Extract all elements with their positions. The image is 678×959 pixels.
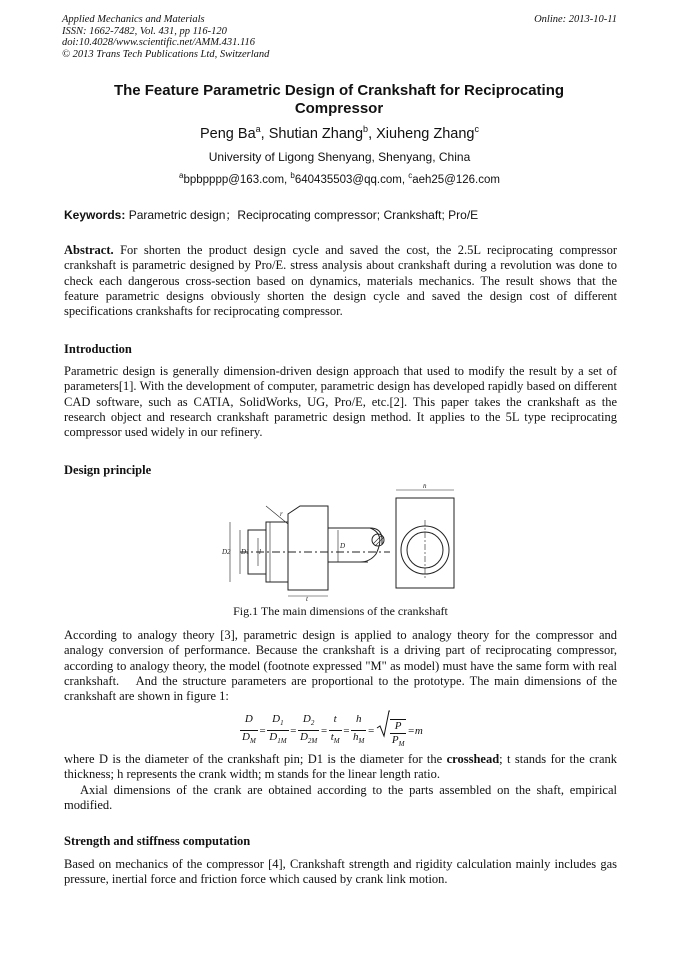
email-sup: a [179,171,184,180]
label-d1: D1 [241,548,250,556]
paper-title: The Feature Parametric Design of Crankshaft for Reciprocating Compressor [113,82,565,117]
email: aeh25@126.com [412,173,500,186]
equals-sign: = [367,724,375,737]
author-name: Shutian Zhang [268,125,364,142]
equals-sign: = [289,724,297,737]
section-heading-design-principle: Design principle [64,463,152,477]
sqrt-sign-icon [376,710,390,738]
similarity-formula [240,710,424,752]
section-heading-introduction: Introduction [64,342,132,356]
abstract-label: Abstract. [64,243,114,257]
author-name: Peng Ba [200,125,256,142]
label-l: l [259,548,261,556]
equals-sign: = [258,724,267,737]
pin-break-outline [360,528,380,562]
journal-name: Applied Mechanics and Materials [62,14,205,25]
author-sup: a [255,124,261,134]
author-name: Xiuheng Zhang [376,125,475,142]
doi-line: doi:10.4028/www.scientific.net/AMM.431.116 [62,37,255,48]
design-principle-paragraph-2: where D is the diameter of the crankshaft pin; D1 is the diameter for the crosshead; t stands for the crank thickness; h represents the crank width; m stands for the linear length ratio. [64,752,617,782]
figure-caption: Fig.1 The main dimensions of the crankshaft [233,604,448,618]
abstract-text: For shorten the product design cycle and saved the cost, the 2.5L reciprocating compressor crankshaft is parametric designed by Pro/E. stress analysis about crankshaft during a revolution was done to check each dangerous cross-section based on dynamics, materials mechanics. The result shows that the feature parametric designs obviously shorten the design cycle and saved the design cost of different specifications crankshafts for reciprocating compressor. [64,243,617,319]
label-d2: D2 [222,548,231,556]
email: 640435503@qq.com [294,173,402,186]
leader-line-r [266,506,288,524]
affiliation: University of Ligong Shenyang, Shenyang, China [208,150,471,164]
equals-sign: = [320,724,328,737]
keywords-label: Keywords: [64,208,126,222]
formula-fraction: $\frac{t}{t_M}$ [330,713,340,746]
label-h: h [423,484,427,490]
formula-fraction: $\frac{h}{h_M}$ [353,713,365,746]
design-principle-paragraph-3: Axial dimensions of the crank are obtained according to the parts assembled on the shaft, empirical modified. [64,783,617,813]
strength-text: Based on mechanics of the compressor [4], Crankshaft strength and rigidity calculation mainly includes gas pressure, inertial force and friction force which caused by crank link motion. [64,857,617,887]
journal-header [62,14,617,60]
online-date: Online: 2013-10-11 [534,14,617,25]
email: bpbpppp@163.com [183,173,285,186]
label-t: t [306,595,308,602]
formula-fraction: $\frac{D_2}{D_{2M}}$ [299,713,318,746]
formula-sqrt [376,710,407,752]
introduction-text: Parametric design is generally dimension-driven design approach that used to modify the result by a set of parameters[1]. With the development of computer, parametric design has developed rapidly based on different CAD software, such as CATIA, SolidWorks, UG, Pro/E, etc.[2]. This paper takes the crankshaft as the research object and research crankshaft parametric design method. It applies to the 5L type reciprocating compressor used widely in our refinery. [64,364,617,440]
email-sup: c [408,171,413,180]
formula-fraction: $\frac{D_1}{D_{1M}}$ [269,713,287,746]
equals-sign: = [342,724,351,737]
email-list: $^a$bpbpppp@163.com, $^b$640435503@qq.com, $^c$aeh25@126.com [179,171,500,186]
formula-fraction: $\frac{D}{D_M}$ [242,713,256,746]
crank-web-outline [288,506,328,590]
author-sup: b [363,124,369,134]
formula-result: =m [407,724,423,737]
email-sup: b [290,171,295,180]
issn-line: ISSN: 1662-7482, Vol. 431, pp 116-120 [62,25,227,37]
abstract [64,243,617,319]
label-d: D [340,542,346,550]
design-principle-paragraph-1: According to analogy theory [3], parametric design is applied to analogy theory for the compressor and analogy conversion of performance. Because the crankshaft is a driving part of reciprocating compressor, according to analogy theory, the model (footnote expressed "M" as model) must have the same form with real crankshaft. And the structure parameters are proportional to the prototype. The main dimensions of the crankshaft are shown in figure 1: [64,628,617,704]
sqrt-fraction: $\frac{P}{P_M}$ [390,719,407,751]
keywords-text: Parametric design；Reciprocating compressor; Crankshaft; Pro/E [128,208,479,222]
section-heading-strength: Strength and stiffness computation [64,834,251,848]
author-list: Peng Ba$^a$, Shutian Zhang$^b$, Xiuheng Zhang$^c$ [200,124,479,142]
author-sup: c [474,124,479,134]
crankshaft-drawing [210,484,460,602]
hatch-line [373,535,382,544]
copyright-line: © 2013 Trans Tech Publications Ltd, Switzerland [62,48,270,60]
keywords [64,206,619,223]
label-r: r [280,510,283,518]
